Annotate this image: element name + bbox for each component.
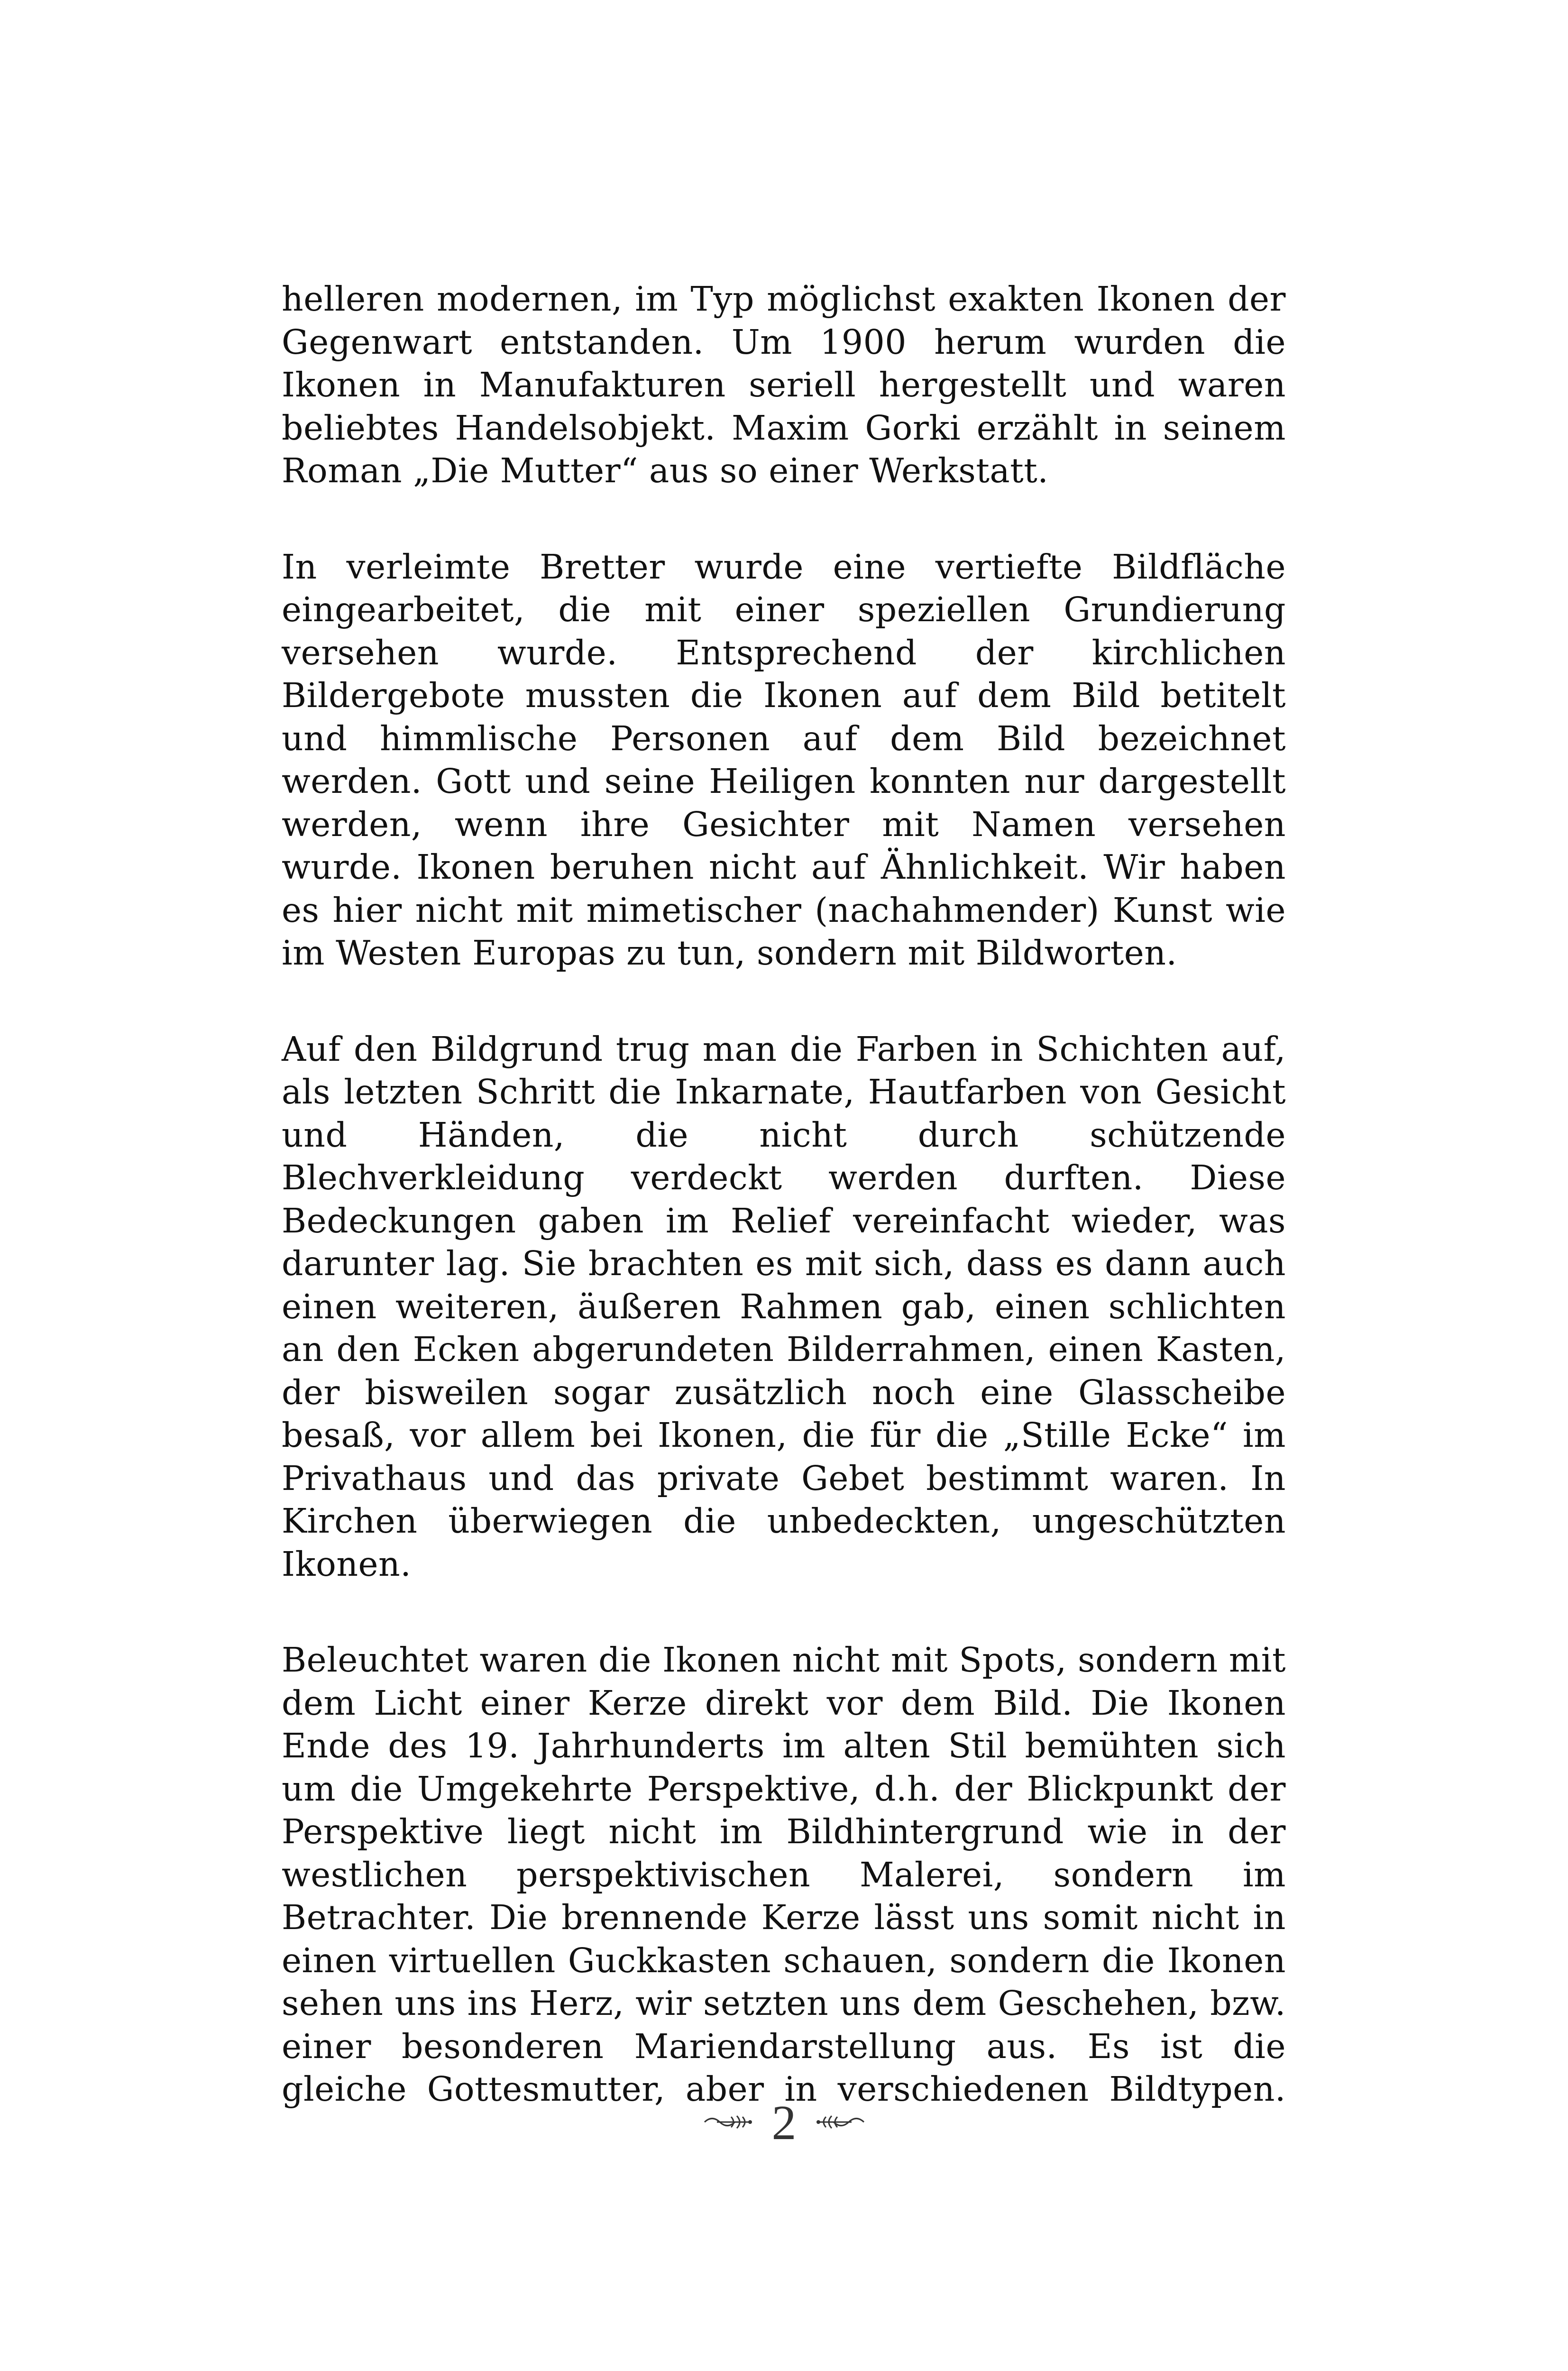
flourish-ornament-icon <box>703 2110 755 2136</box>
flourish-ornament-icon <box>814 2110 866 2136</box>
paragraph-1: helleren modernen, im Typ möglichst exakten Ikonen der Gegenwart entstanden. Um 1900 herum wurden die Ikonen in Manufakturen seriell hergestellt und waren beliebtes Handelsobjekt. Maxim Gorki erzählt in seinem Roman „Die Mutter“ aus so einer Werkstatt. <box>282 279 1286 490</box>
page-number: 2 <box>771 2095 797 2150</box>
body-text <box>282 278 1286 2164</box>
page-footer <box>0 2097 1568 2149</box>
paragraph-2: In verleimte Bretter wurde eine vertiefte Bildfläche eingearbeitet, die mit einer speziellen Grundierung versehen wurde. Entsprechend der kirchlichen Bildergebote mussten die Ikonen auf dem Bild betitelt und himmlische Personen auf dem Bild bezeichnet werden. Gott und seine Heiligen konnten nur dargestellt werden, wenn ihre Gesichter mit Namen versehen wurde. Ikonen beruhen nicht auf Ähnlichkeit. Wir haben es hier nicht mit mimetischer (nachahmender) Kunst wie im Westen Europas zu tun, sondern mit Bildworten. <box>282 547 1286 973</box>
paragraph-3: Auf den Bildgrund trug man die Farben in Schichten auf, als letzten Schritt die Inkarnate, Hautfarben von Gesicht und Händen, die nicht durch schützende Blechverkleidung verdeckt werden durften. Diese Bedeckungen gaben im Relief vereinfacht wieder, was darunter lag. Sie brachten es mit sich, dass es dann auch einen weiteren, äußeren Rahmen gab, einen schlichten an den Ecken abgerundeten Bilderrahmen, einen Kasten, der bisweilen sogar zusätzlich noch eine Glasscheibe besaß, vor allem bei Ikonen, die für die „Stille Ecke“ im Privathaus und das private Gebet bestimmt waren. In Kirchen überwiegen die unbedeckten, ungeschützten Ikonen. <box>282 1029 1286 1584</box>
paragraph-4: Beleuchtet waren die Ikonen nicht mit Spots, sondern mit dem Licht einer Kerze direkt vor dem Bild. Die Ikonen Ende des 19. Jahrhunderts im alten Stil bemühten sich um die Umgekehrte Perspektive, d.h. der Blickpunkt der Perspektive liegt nicht im Bildhintergrund wie in der westlichen perspektivischen Malerei, sondern im Betrachter. Die brennende Kerze lässt uns somit nicht in einen virtuellen Guckkasten schauen, sondern die Ikonen sehen uns ins Herz, wir setzten uns dem Geschehen, bzw. einer besonderen Mariendarstellung aus. Es ist die gleiche Gottesmutter, aber in verschiedenen Bildtypen. <box>282 1640 1286 2109</box>
